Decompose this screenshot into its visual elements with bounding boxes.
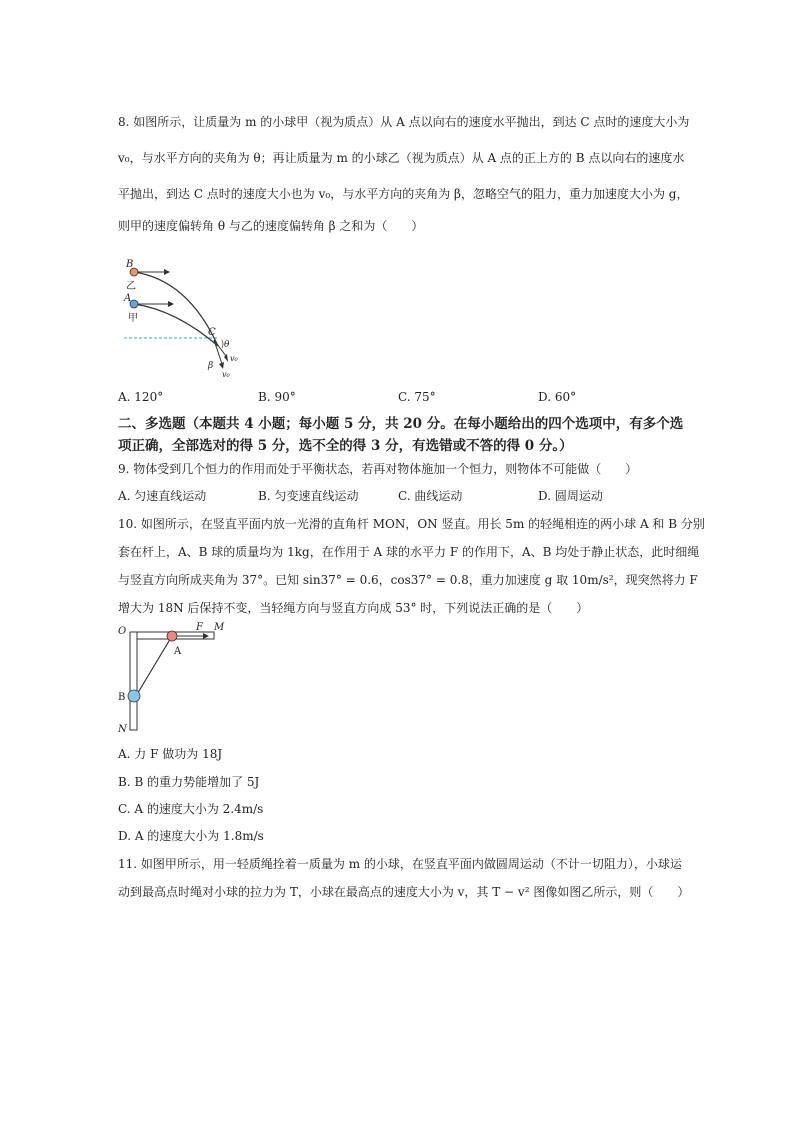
q8-option-c[interactable]: C. 75°	[398, 390, 436, 404]
q10-option-d[interactable]: D. A 的速度大小为 1.8m/s	[118, 829, 264, 843]
label-o: O	[118, 626, 127, 637]
q11-line-1: 11. 如图甲所示，用一轻质绳拴着一质量为 m 的小球，在竖直平面内做圆周运动（不计一切阻力），小球运	[118, 857, 682, 871]
label-jia: 甲	[128, 313, 138, 324]
label-v0-b: v₀	[222, 370, 230, 379]
q10-option-c[interactable]: C. A 的速度大小为 2.4m/s	[118, 802, 264, 816]
q8-line-4: 则甲的速度偏转角 θ 与乙的速度偏转角 β 之和为（ ）	[118, 219, 424, 233]
label-v0-a: v₀	[230, 354, 238, 363]
q10-option-b[interactable]: B. B 的重力势能增加了 5J	[118, 775, 260, 789]
q8-line-2: v₀，与水平方向的夹角为 θ；再让质量为 m 的小球乙（视为质点）从 A 点的正上方的 B 点以向右的速度水	[118, 151, 685, 165]
q9-option-c[interactable]: C. 曲线运动	[398, 489, 463, 503]
label-theta: θ	[224, 340, 230, 350]
q10-line-1: 10. 如图所示，在竖直平面内放一光滑的直角杆 MON，ON 竖直。用长 5m 的轻绳相连的两小球 A 和 B 分别	[118, 517, 705, 531]
q9-option-b[interactable]: B. 匀变速直线运动	[258, 489, 359, 503]
ball-b	[128, 690, 140, 702]
q10-rod-figure	[114, 620, 234, 738]
label-a: A	[124, 293, 132, 304]
ball-a	[167, 631, 177, 641]
q10-line-4: 增大为 18N 后保持不变，当轻绳方向与竖直方向成 53° 时，下列说法正确的是（ ）	[118, 601, 589, 615]
q8-option-d[interactable]: D. 60°	[538, 390, 577, 404]
q8-line-3: 平抛出，到达 C 点时的速度大小也为 v₀，与水平方向的夹角为 β，忽略空气的阻力，重力加速度大小为 g，	[118, 187, 689, 201]
q11-line-2: 动到最高点时绳对小球的拉力为 T，小球在最高点的速度大小为 v，其 T − v² 图像如图乙所示，则（ ）	[118, 885, 690, 899]
section-2-heading-line-1: 二、多选题（本题共 4 小题；每小题 5 分，共 20 分。在每小题给出的四个选项中，有多个选	[118, 416, 684, 432]
label-b: B	[118, 692, 126, 703]
q9-stem: 9. 物体受到几个恒力的作用而处于平衡状态，若再对物体施加一个恒力，则物体不可能做（ ）	[118, 462, 638, 476]
section-2-heading-line-2: 项正确，全部选对的得 5 分，选不全的得 3 分，有选错或不答的得 0 分。）	[118, 438, 573, 454]
q8-projectile-figure	[118, 256, 258, 384]
q8-option-a[interactable]: A. 120°	[118, 390, 164, 404]
label-a: A	[174, 646, 182, 657]
q8-option-b[interactable]: B. 90°	[258, 390, 296, 404]
q9-option-d[interactable]: D. 圆周运动	[538, 489, 603, 503]
label-f: F	[196, 622, 203, 633]
label-m: M	[214, 622, 225, 633]
label-n: N	[118, 724, 127, 735]
q8-line-1: 8. 如图所示，让质量为 m 的小球甲（视为质点）从 A 点以向右的速度水平抛出，到达 C 点时的速度大小为	[118, 115, 690, 129]
label-c: C	[208, 327, 216, 338]
label-b: B	[126, 259, 134, 270]
q10-line-2: 套在杆上，A、B 球的质量均为 1kg，在作用于 A 球的水平力 F 的作用下，A、B 均处于静止状态，此时细绳	[118, 545, 700, 559]
q9-option-a[interactable]: A. 匀速直线运动	[118, 489, 207, 503]
q10-line-3: 与竖直方向所成夹角为 37°。已知 sin37° = 0.6，cos37° = 0.8，重力加速度 g 取 10m/s²，现突然将力 F	[118, 573, 698, 587]
label-beta: β	[208, 361, 214, 371]
q10-option-a[interactable]: A. 力 F 做功为 18J	[118, 747, 223, 761]
label-yi: 乙	[126, 281, 136, 292]
